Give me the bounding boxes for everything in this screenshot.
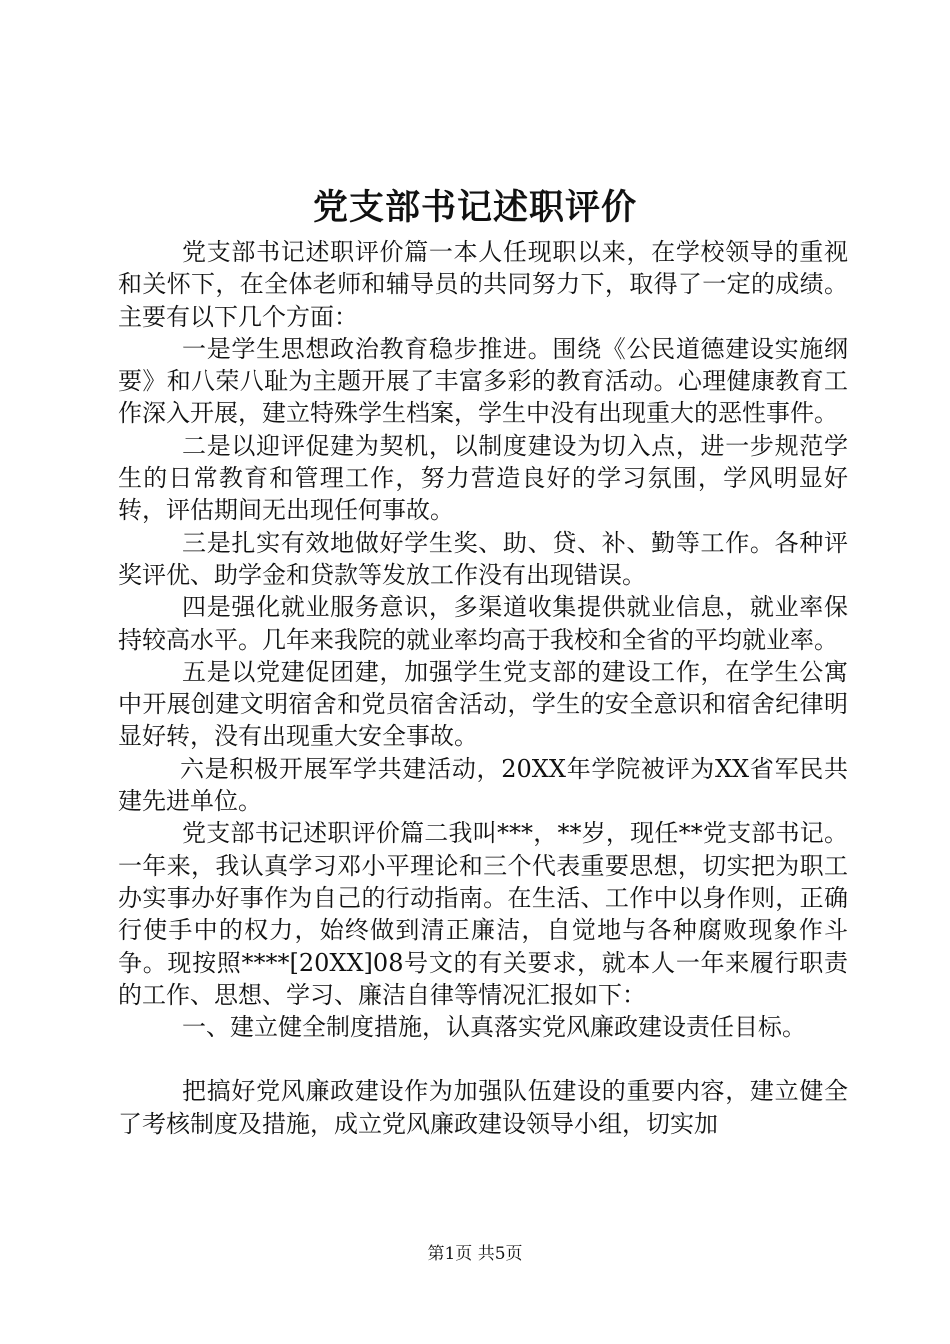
paragraph-7: 六是积极开展军学共建活动，20XX年学院被评为XX省军民共建先进单位。 xyxy=(118,754,848,816)
paragraph-5: 四是强化就业服务意识，多渠道收集提供就业信息，就业率保持较高水平。几年来我院的就业率均高于我校和全省的平均就业率。 xyxy=(118,593,848,654)
document-body xyxy=(118,236,848,1140)
paragraph-10: 把搞好党风廉政建设作为加强队伍建设的重要内容，建立健全了考核制度及措施，成立党风廉政建设领导小组，切实加 xyxy=(118,1077,848,1138)
paragraph-9: 一、建立健全制度措施，认真落实党风廉政建设责任目标。 xyxy=(182,1013,806,1042)
paragraph-1: 党支部书记述职评价篇一本人任现职以来，在学校领导的重视和关怀下，在全体老师和辅导员的共同努力下，取得了一定的成绩。主要有以下几个方面： xyxy=(118,238,848,331)
paragraph-4: 三是扎实有效地做好学生奖、助、贷、补、勤等工作。各种评奖评优、助学金和贷款等发放工作没有出现错误。 xyxy=(118,528,848,589)
document-title: 党支部书记述职评价 xyxy=(312,187,637,228)
page-number-footer: 第1页 共5页 xyxy=(427,1244,523,1264)
paragraph-3: 二是以迎评促建为契机，以制度建设为切入点，进一步规范学生的日常教育和管理工作，努力营造良好的学习氛围，学风明显好转，评估期间无出现任何事故。 xyxy=(118,431,848,525)
paragraph-8: 党支部书记述职评价篇二我叫***，**岁，现任**党支部书记。一年来，我认真学习邓小平理论和三个代表重要思想，切实把为职工办实事办好事作为自己的行动指南。在生活、工作中以身作则，正确行使手中的权力，始终做到清正廉洁，自觉地与各种腐败现象作斗争。现按照****[20XX]08号文的有关要求，就本人一年来履行职责的工作、思想、学习、廉洁自律等情况汇报如下： xyxy=(118,819,848,1009)
paragraph-6: 五是以党建促团建，加强学生党支部的建设工作，在学生公寓中开展创建文明宿舍和党员宿舍活动，学生的安全意识和宿舍纪律明显好转，没有出现重大安全事故。 xyxy=(118,657,848,751)
paragraph-2: 一是学生思想政治教育稳步推进。围绕《公民道德建设实施纲要》和八荣八耻为主题开展了丰富多彩的教育活动。心理健康教育工作深入开展，建立特殊学生档案，学生中没有出现重大的恶性事件。 xyxy=(118,334,848,428)
